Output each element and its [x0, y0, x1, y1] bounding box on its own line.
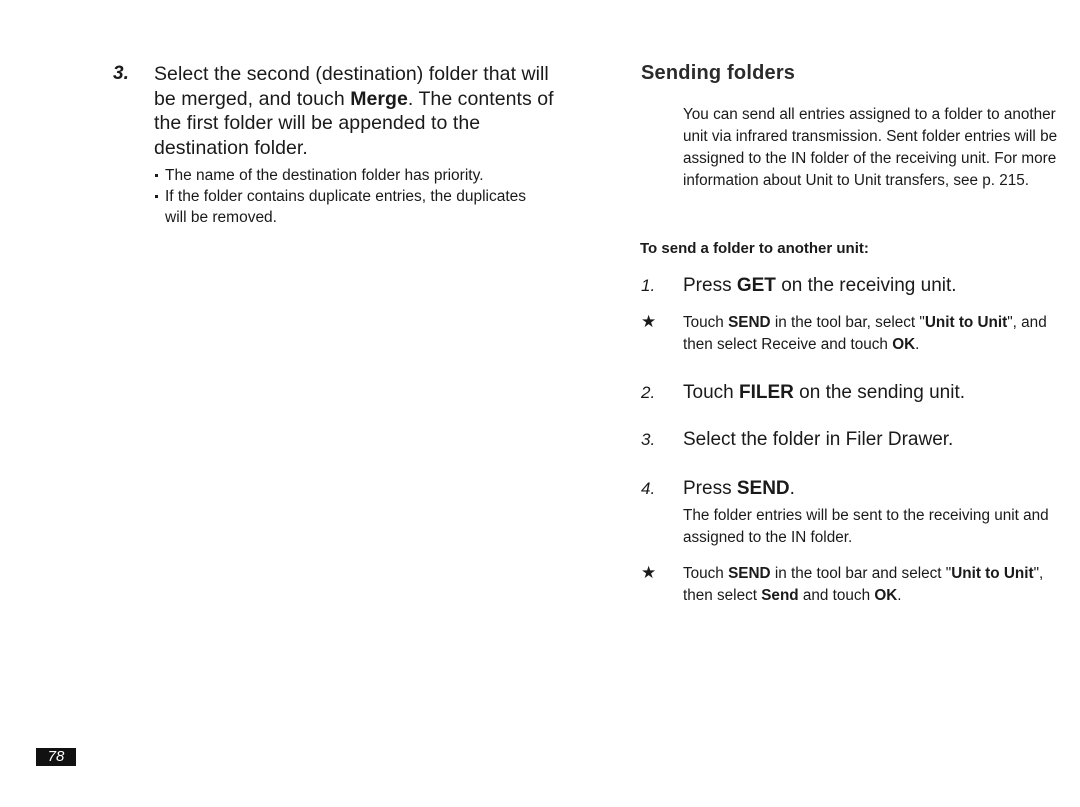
left-step-text-pre: Select the second (destination) folder that will be merged, and touch — [154, 63, 549, 110]
step-note: The folder entries will be sent to the receiving unit and assigned to the IN folder. — [683, 507, 1049, 546]
procedure-heading: To send a folder to another unit: — [640, 240, 869, 257]
step-number: 2. — [641, 383, 656, 402]
tip-bold: OK — [892, 336, 916, 353]
step-number: 3. — [641, 430, 656, 449]
tip-bold: Send — [761, 587, 799, 604]
tip-text: ", and then select Receive and touch — [683, 314, 1047, 353]
tip-note — [683, 563, 1068, 607]
tip-text: Touch — [683, 314, 729, 331]
step-text-post: . — [789, 478, 795, 499]
step-text — [683, 478, 795, 500]
step-text-post: on the sending unit. — [793, 382, 966, 403]
merge-label: Merge — [350, 87, 408, 110]
section-title: Sending folders — [641, 62, 796, 84]
step-text-pre: Press — [683, 275, 737, 296]
step-text — [683, 275, 957, 297]
tip-bold: Unit to Unit — [951, 565, 1034, 582]
step-text-pre: Press — [683, 478, 737, 499]
tip-text: and touch — [798, 587, 875, 604]
left-step-text — [154, 62, 554, 160]
tip-bold: SEND — [728, 565, 771, 582]
step-text-post: on the receiving unit. — [775, 275, 957, 296]
bullet-item: The name of the destination folder has priority. — [154, 165, 544, 186]
tip-note — [683, 312, 1068, 356]
tip-text: in the tool bar, select " — [770, 314, 925, 331]
tip-text: in the tool bar and select " — [770, 565, 952, 582]
step-text-bold: GET — [736, 275, 776, 296]
tip-text: . — [915, 336, 920, 353]
step-text — [683, 382, 965, 404]
left-step-text-post: . The contents of the first folder will be appended to the destination folder. — [154, 87, 554, 159]
tip-text: . — [897, 587, 902, 604]
step-text-pre: Touch — [683, 382, 739, 403]
star-icon: ★ — [641, 312, 657, 331]
step-number: 1. — [641, 276, 656, 295]
tip-text: ", then select — [683, 565, 1044, 604]
tip-bold: OK — [874, 587, 898, 604]
left-step-number: 3. — [113, 63, 129, 84]
step-text-bold: SEND — [736, 478, 790, 499]
tip-text: Touch — [683, 565, 729, 582]
section-intro: You can send all entries assigned to a folder to another unit via infrared transmission. Sent folder entries will be assigned to the IN folder of the receiving unit. For more information about Unit to Unit transfers, see p. 215. — [683, 106, 1058, 189]
bullet-item: If the folder contains duplicate entries, the duplicates will be removed. — [154, 186, 544, 228]
bullet-list — [154, 165, 544, 228]
step-number: 4. — [641, 479, 656, 498]
tip-bold: SEND — [728, 314, 771, 331]
star-icon: ★ — [641, 563, 657, 582]
page-number: 78 — [36, 748, 76, 766]
step-text: Select the folder in Filer Drawer. — [683, 429, 954, 450]
tip-bold: Unit to Unit — [924, 314, 1008, 331]
step-text-bold: FILER — [738, 382, 794, 403]
